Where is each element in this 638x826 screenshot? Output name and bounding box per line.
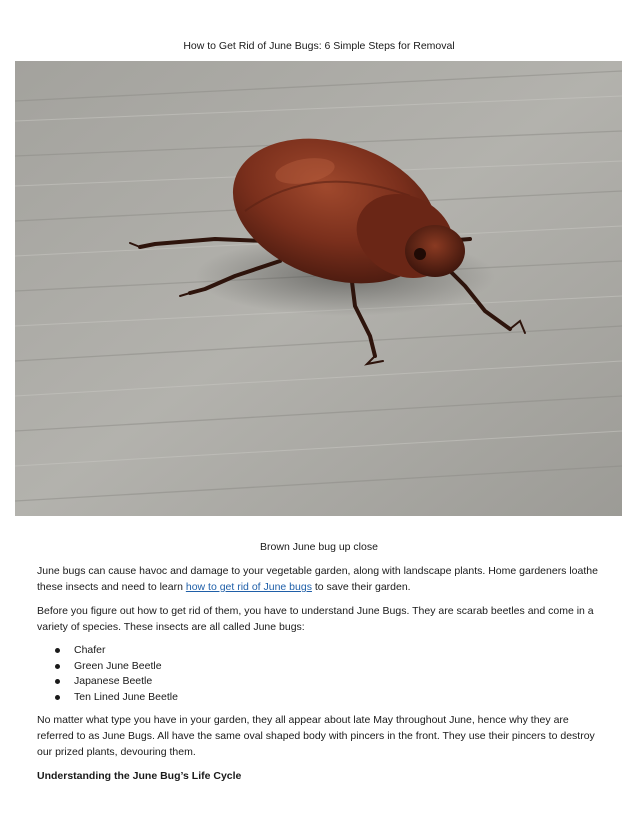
intro-text-start: June bugs can cause havoc and damage to your vegetable garden, along with landscape plants. Home gardeners loathe these insects and need to learn	[37, 565, 598, 593]
june-bugs-removal-link[interactable]: how to get rid of June bugs	[185, 581, 312, 593]
image-caption: Brown June bug up close	[260, 541, 378, 553]
june-bug-photo	[15, 61, 622, 516]
article-body	[37, 563, 605, 792]
list-item: Japanese Beetle	[74, 674, 605, 690]
bug-types-list	[37, 643, 605, 705]
section-heading: Understanding the June Bug’s Life Cycle	[37, 770, 242, 782]
intro-paragraph	[37, 563, 605, 595]
intro-text-end: to save their garden.	[311, 581, 411, 593]
list-item: Ten Lined June Beetle	[74, 690, 605, 706]
list-item: Chafer	[74, 643, 605, 659]
appearance-paragraph: No matter what type you have in your garden, they all appear about late May throughout June, hence why they are referred to as June Bugs. All have the same oval shaped body with pincers in the front. They use their pincers to destroy our prized plants, devouring them.	[37, 714, 595, 758]
page-title: How to Get Rid of June Bugs: 6 Simple Steps for Removal	[183, 40, 455, 52]
species-paragraph: Before you figure out how to get rid of them, you have to understand June Bugs. They are scarab beetles and come in a variety of species. These insects are all called June bugs:	[37, 605, 594, 633]
list-item: Green June Beetle	[74, 659, 605, 675]
